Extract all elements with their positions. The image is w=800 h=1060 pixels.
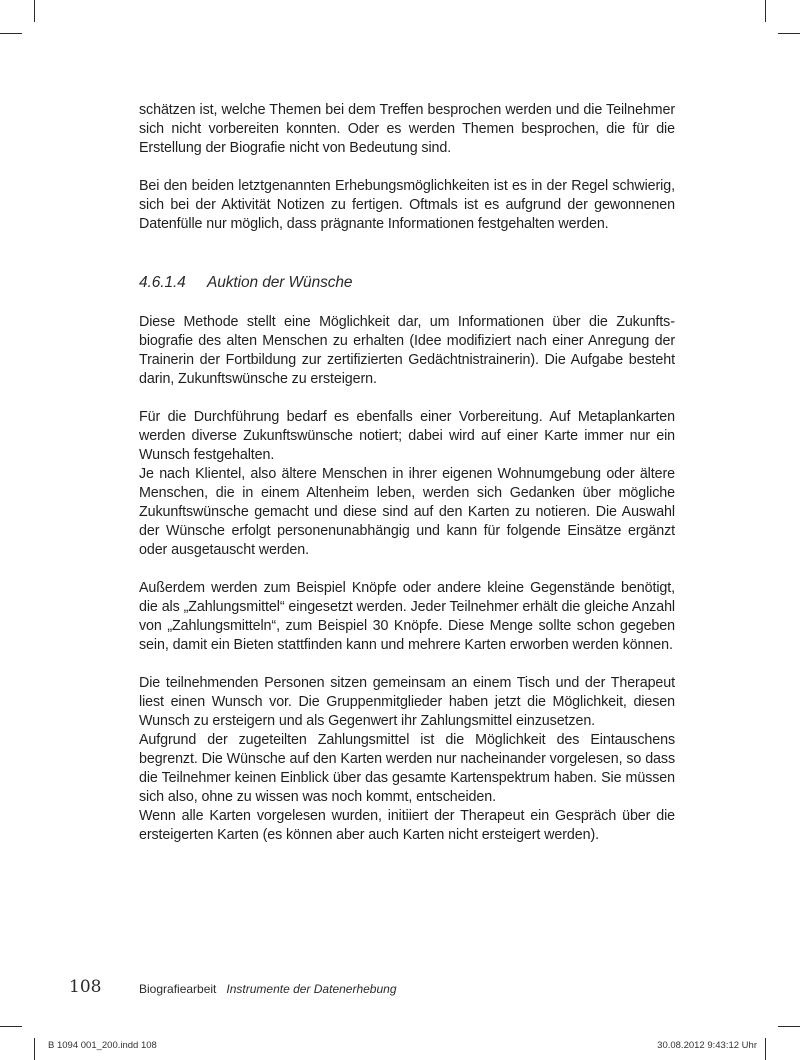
crop-mark (34, 1038, 35, 1060)
section-number: 4.6.1.4 (139, 274, 186, 291)
running-head (139, 982, 397, 996)
crop-mark (778, 1026, 800, 1027)
crop-mark (0, 1026, 22, 1027)
paragraph: Diese Methode stellt eine Möglichkeit dar, um Informationen über die Zukunftsbiografie des alten Menschen zu erhalten (Idee modifiziert nach einer Anregung der Trainerin der Fortbildung zur zertifizierten Gedächtnistrainerin). Die Aufgabe besteht darin, Zukunftswünsche zu ersteigern. (139, 314, 675, 387)
paragraph: Je nach Klientel, also ältere Menschen in ihrer eigenen Wohnumgebung oder ältere Menschen, die in einem Altenheim leben, werden sich Gedanken über mögliche Zukunftswünsche gemacht und diese sind auf den Karten zu notieren. Die Auswahl der Wünsche erfolgt personenunabhängig und kann für folgende Einsätze ergänzt oder ausgetauscht werden. (139, 466, 675, 558)
paragraph: Bei den beiden letztgenannten Erhebungsmöglichkeiten ist es in der Regel schwierig, sich bei der Aktivität Notizen zu fertigen. Oftmals ist es aufgrund der gewonnenen Datenfülle nur möglich, dass prägnante Informationen festgehalten werden. (139, 178, 675, 232)
paragraph: Die teilnehmenden Personen sitzen gemeinsam an einem Tisch und der Therapeut liest einen Wunsch vor. Die Gruppenmitglieder haben jetzt die Möglichkeit, diesen Wunsch zu ersteigern und als Gegenwert ihr Zahlungsmittel einzusetzen. (139, 675, 675, 729)
section-title: Auktion der Wünsche (207, 274, 353, 291)
paragraph: Außerdem werden zum Beispiel Knöpfe oder andere kleine Gegenstände benötigt, die als „Zahlungsmittel“ eingesetzt werden. Jeder Teilnehmer erhält die gleiche Anzahl von „Zahlungsmitteln“, zum Beispiel 30 Knöpfe. Diese Menge sollte schon gegeben sein, damit ein Bieten stattfinden kann und mehrere Karten erworben werden können. (139, 580, 675, 653)
print-slug-file: B 1094 001_200.indd 108 (48, 1040, 157, 1051)
paragraph: Aufgrund der zugeteilten Zahlungsmittel ist die Möglichkeit des Eintauschens begrenzt. Die Wünsche auf den Karten werden nur nacheinander vorgelesen, so dass die Teilnehmer keinen Einblick über das gesamte Kartenspektrum haben. Sie müssen sich also, ohne zu wissen was noch kommt, entscheiden. (139, 732, 675, 805)
paragraph: Wenn alle Karten vorgelesen wurden, initiiert der Therapeut ein Gespräch über die ersteigerten Karten (es können aber auch Karten nicht ersteigert werden). (139, 808, 675, 843)
crop-mark (34, 0, 35, 22)
crop-mark (778, 33, 800, 34)
page-number: 108 (69, 977, 102, 997)
book-title: Biografiearbeit (139, 982, 217, 996)
section-heading (139, 272, 675, 294)
chapter-title: Instrumente der Datenerhebung (226, 982, 397, 996)
crop-mark (765, 0, 766, 22)
print-slug-datetime: 30.08.2012 9:43:12 Uhr (657, 1040, 757, 1051)
crop-mark (765, 1038, 766, 1060)
crop-mark (0, 33, 22, 34)
paragraph: schätzen ist, welche Themen bei dem Treffen besprochen werden und die Teilnehmer sich nicht vorbereiten konnten. Oder es werden Themen besprochen, die für die Erstellung der Biografie nicht von Bedeutung sind. (139, 102, 675, 156)
page-body (139, 101, 675, 845)
page-footer (69, 977, 769, 1001)
paragraph: Für die Durchführung bedarf es ebenfalls einer Vorbereitung. Auf Metaplankarten werden diverse Zukunftswünsche notiert; dabei wird auf einer Karte immer nur ein Wunsch festgehalten. (139, 409, 675, 463)
